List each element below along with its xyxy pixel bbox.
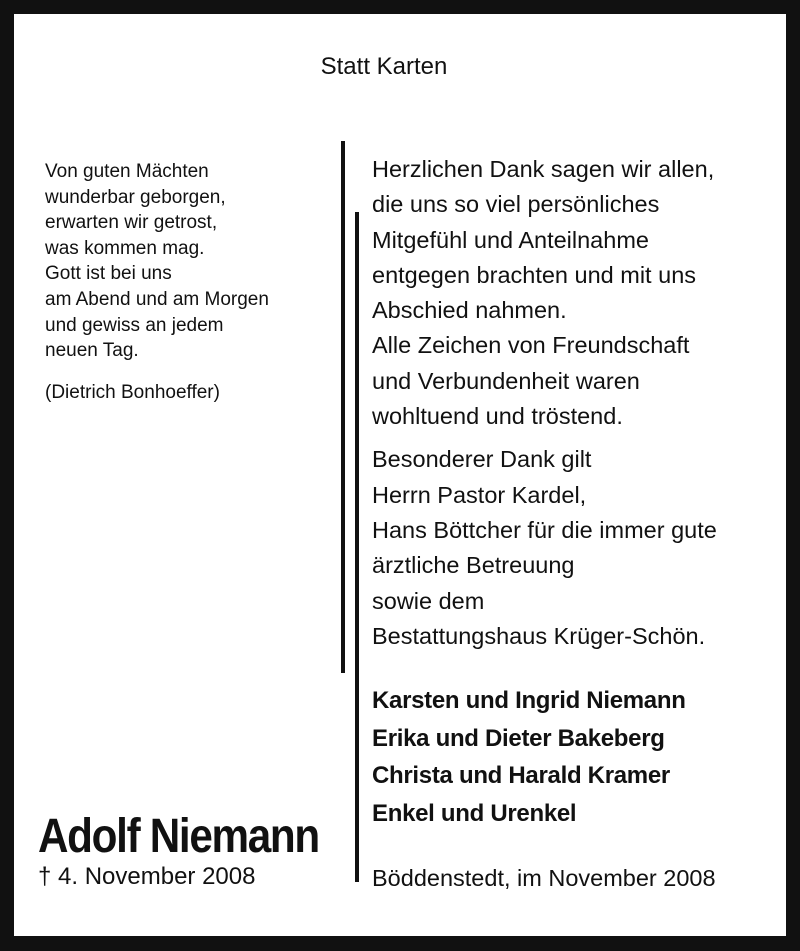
thanks-line: Alle Zeichen von Freundschaft [372, 332, 690, 359]
thanks-text [372, 152, 772, 654]
special-thanks-line: Hans Böttcher für die immer gute [372, 516, 717, 543]
deceased-block [38, 811, 348, 891]
divider-rule-left [341, 141, 345, 673]
death-date: † 4. November 2008 [38, 863, 256, 890]
thanks-line: Herzlichen Dank sagen wir allen, [372, 156, 715, 182]
poem-quote [45, 159, 335, 405]
thanks-line: Abschied nahmen. [372, 297, 567, 324]
poem-line: und gewiss an jedem [45, 314, 224, 336]
place-and-date: Böddenstedt, im November 2008 [372, 865, 716, 891]
special-thanks-line: Herrn Pastor Kardel, [372, 481, 587, 508]
poem-author: (Dietrich Bonhoeffer) [45, 381, 220, 403]
divider-rule-right [355, 212, 359, 882]
signer-name: Enkel und Urenkel [372, 799, 577, 827]
signers-list [372, 682, 782, 832]
thanks-line: und Verbundenheit waren [372, 367, 640, 394]
thanks-line: Mitgefühl und Anteilnahme [372, 226, 649, 253]
special-thanks-line: Besonderer Dank gilt [372, 446, 592, 473]
special-thanks-line: ärztliche Betreuung [372, 552, 575, 579]
signer-name: Karsten und Ingrid Niemann [372, 687, 686, 714]
thanks-line: wohltuend und tröstend. [372, 403, 623, 430]
poem-line: Gott ist bei uns [45, 263, 172, 285]
signer-name: Erika und Dieter Bakeberg [372, 724, 665, 752]
notice-header [0, 52, 800, 82]
thanks-line: die uns so viel persönliches [372, 191, 660, 218]
poem-line: am Abend und am Morgen [45, 288, 269, 310]
header-title: Statt Karten [320, 53, 448, 80]
special-thanks-line: sowie dem [372, 587, 485, 614]
thanks-line: entgegen brachten und mit uns [372, 261, 697, 288]
poem-line: neuen Tag. [45, 340, 139, 362]
poem-line: wunderbar geborgen, [45, 186, 226, 208]
special-thanks-line: Bestattungshaus Krüger-Schön. [372, 622, 706, 649]
signer-name: Christa und Harald Kramer [372, 762, 670, 789]
deceased-name: Adolf Niemann [38, 810, 319, 863]
paragraph-gap [372, 434, 772, 442]
poem-line: Von guten Mächten [45, 161, 209, 182]
poem-line: erwarten wir getrost, [45, 212, 218, 234]
poem-line: was kommen mag. [45, 237, 205, 259]
